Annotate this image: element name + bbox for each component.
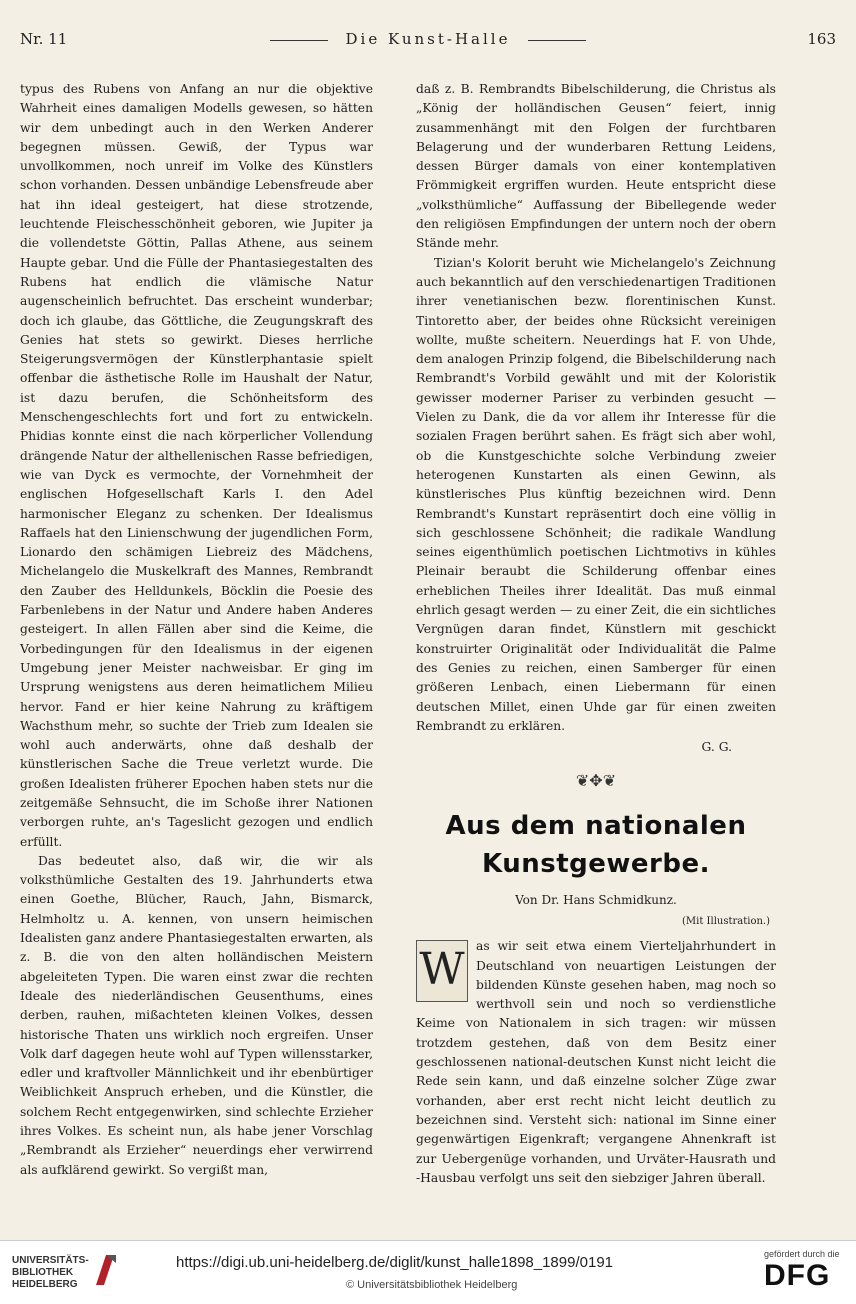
library-name: UNIVERSITÄTS- BIBLIOTHEK HEIDELBERG — [12, 1255, 89, 1290]
article-byline: Von Dr. Hans Schmidkunz. — [515, 892, 677, 907]
copyright-notice: © Universitätsbibliothek Heidelberg — [346, 1279, 518, 1291]
right-column — [416, 80, 776, 1188]
journal-title: Die Kunst-Halle — [345, 30, 511, 48]
paragraph: Das bedeutet also, daß wir, die wir als volksthümliche Gestalten des 19. Jahrhunderts etwa einen Goethe, Blücher, Rauch, Jahn, Bismarck, Helmholtz u. A. kennen, von unsern heimischen Idealisten ganz andere Phantasiegestalten erwarten, als z. B. die von den alten holländischen Meistern abgeleiteten Typen. Die waren einst zwar die rechten Ideale des niederländischen Geusenthums, eines derben, rauhen, mißachteten kleinen Volkes, dessen historische Thaten uns wirklich noch ergreifen. Unser Volk darf dagegen heute wohl auf Typen willensstarker, edler und kraftvoller Männlichkeit und ihr ebenbürtiger Weiblichkeit Anspruch erheben, und die Künstler, die solchem Recht entgegenwirken, sind schlechte Erzieher ihres Volkes. Es scheint nun, als habe jener Vorschlag „Rembrandt als Erzieher“ neuerdings eher verwirrend als aufklärend gewirkt. So vergißt man, — [20, 853, 373, 1177]
paragraph: daß z. B. Rembrandts Bibelschilderung, die Christus als „König der holländischen Geusen“ feiert, innig zusammenhängt mit den Folgen der furchtbaren Belagerung und der wunderbaren Rettung Leidens, dessen Bürger damals von einer kontemplativen Frömmigkeit ergriffen wurden. Heute entspricht diese „volksthümliche“ Auffassung der Bibellegende weder den religiösen Empfindungen der untern noch der obern Stände mehr. — [416, 82, 776, 251]
paragraph: typus des Rubens von Anfang an nur die objektive Wahrheit eines damaligen Modells gewesen, so hätten wir dem unbedingt auch in den Werken Anderer begegnen müssen. Gewiß, der Typus war unvollkommen, noch unreif im Volke des Künstlers schon vorhanden. Dessen unbändige Lebensfreude aber hat ihn ideal gesteigert, hat diese strotzende, leuchtende Fleischesschönheit geboren, wie Jupiter ja die vollendetste Göttin, Pallas Athene, aus seinem Haupte gebar. Und die Fülle der Phantasiegestalten des Rubens hat endlich die vlämische Natur augenscheinlich befruchtet. Das erscheint wunderbar; doch ich glaube, das Göttliche, die Zeugungskraft des Genies hat stets so gewirkt. Dieses herrliche Steigerungsvermögen der Künstlerphantasie spielt offenbar die ästhetische Rolle im Haushalt der Natur, ist dazu berufen, die Schönheitsform des Menschengeschlechts fort und fort zu entwickeln. Phidias konnte einst die nach körperlicher Vollendung drängende Natur der althellenischen Rasse befriedigen, wie van Dyck es vermochte, der Vornehmheit der englischen Hofgesellschaft Karls I. den Adel harmonischer Eleganz zu schenken. Der Idealismus Raffaels hat den Linienschwung der jugendlichen Form, Lionardo den schämigen Liebreiz des Mädchens, Michelangelo die Muskelkraft des Mannes, Rembrandt den Zauber des Helldunkels, Böcklin die Poesie des Farbenlebens in der Natur und Andere haben Anderes gesteigert. In allen Fällen aber sind die Keime, die Vorbedingungen für den Idealismus in der eigenen Umgebung jener Meister nachweisbar. Er ging im Ursprung wenigstens aus deren heimatlichem Milieu hervor. Fand er hier keine Nahrung zu kräftigem Wachsthum mehr, so suchte der Trieb zum Idealen sie wohl auch anderwärts, ohne daß deshalb der künstlerischen Sache die Treue verletzt wurde. Die großen Idealisten früherer Epochen haben stets nur die zeitgemäße Sehnsucht, die im Schoße ihrer Nationen verborgen ruhte, an's Tageslicht gezogen und endlich erfüllt. — [20, 82, 373, 849]
running-header — [20, 30, 836, 52]
author-signature: G. G. — [701, 740, 732, 755]
viewer-footer — [0, 1240, 856, 1304]
fleuron-ornament: ❦✥❦ — [575, 771, 617, 791]
article-text: as wir seit etwa einem Vierteljahrhundert in Deutschland von neuartigen Leistungen der bildenden Künste gesehen haben, mag noch so werthvoll sein und noch so verdienstliche Keime von Nationalem in sich tragen: wir müssen trotzdem gestehen, daß von dem Besitz einer geschlossenen national-deutschen Kunst nicht leicht die Rede sein kann, und daß einzelne solcher Züge zwar vorhanden, aber erst recht nicht leicht deutlich zu bezeichnen sind. Versteht sich: national im Sinne einer gegenwärtigen Eigenkraft; vergangene Ahnenkraft ist zur Uebergenüge vorhanden, und Urväter-Hausrath und -Hausbau verfolgt uns seit den siebziger Jahren überall. — [416, 939, 776, 1185]
funding-caption: gefördert durch die — [764, 1249, 840, 1259]
article-body — [416, 937, 776, 1188]
issue-number: Nr. 11 — [20, 30, 68, 48]
library-logo-icon — [92, 1251, 118, 1287]
page-number: 163 — [807, 30, 836, 48]
left-column — [20, 80, 373, 1180]
illustration-note: (Mit Illustration.) — [682, 915, 770, 927]
article-title: Aus dem nationalen Kunstgewerbe. — [445, 810, 747, 879]
dfg-logo: DFG — [764, 1259, 831, 1292]
header-rule-right — [528, 40, 586, 41]
permalink-url[interactable]: https://digi.ub.uni-heidelberg.de/diglit/kunst_halle1898_1899/0191 — [176, 1254, 613, 1271]
paragraph: Tizian's Kolorit beruht wie Michelangelo's Zeichnung auch bekanntlich auf den verschiedenartigen Traditionen ihrer venetianischen bezw. florentinischen Kunst. Tintoretto aber, der beides ohne Rücksicht vereinigen wollte, mußte scheitern. Neuerdings hat F. von Uhde, dem analogen Prinzip folgend, die Bibelschilderung nach Rembrandt's Vorbild gewählt und mit der Koloristik gewisser moderner Pariser zu verbinden gesucht — Vielen zu Dank, die da vor allem ihr Interesse für die sozialen Fragen berührt sahen. Es frägt sich aber wohl, ob die Kunstgeschichte solche Verbindung zweier heterogenen Kunstarten als einen Gewinn, als künstlerisches Plus künftig bezeichnen wird. Denn Rembrandt's Kunstart repräsentirt doch eine völlig in sich geschlossene Schönheit; die radikale Wandlung seines eigenthümlich poetischen Lichtmotivs in kühles Pleinair beraubt die Schilderung offenbar eines erheblichen Theiles ihrer Idealität. Das muß einmal ehrlich gesagt werden — zu einer Zeit, die ein sichtliches Vergnügen daran findet, Künstlern mit geschickt konstruirter Originalität oder Individualität die Palme des Genies zu reichen, einen Samberger für einen größeren Lenbach, einen Liebermann für einen deutschen Millet, einen Uhde gar für einen zweiten Rembrandt zu erklären. — [416, 255, 776, 733]
drop-cap-initial: W — [416, 940, 468, 1002]
